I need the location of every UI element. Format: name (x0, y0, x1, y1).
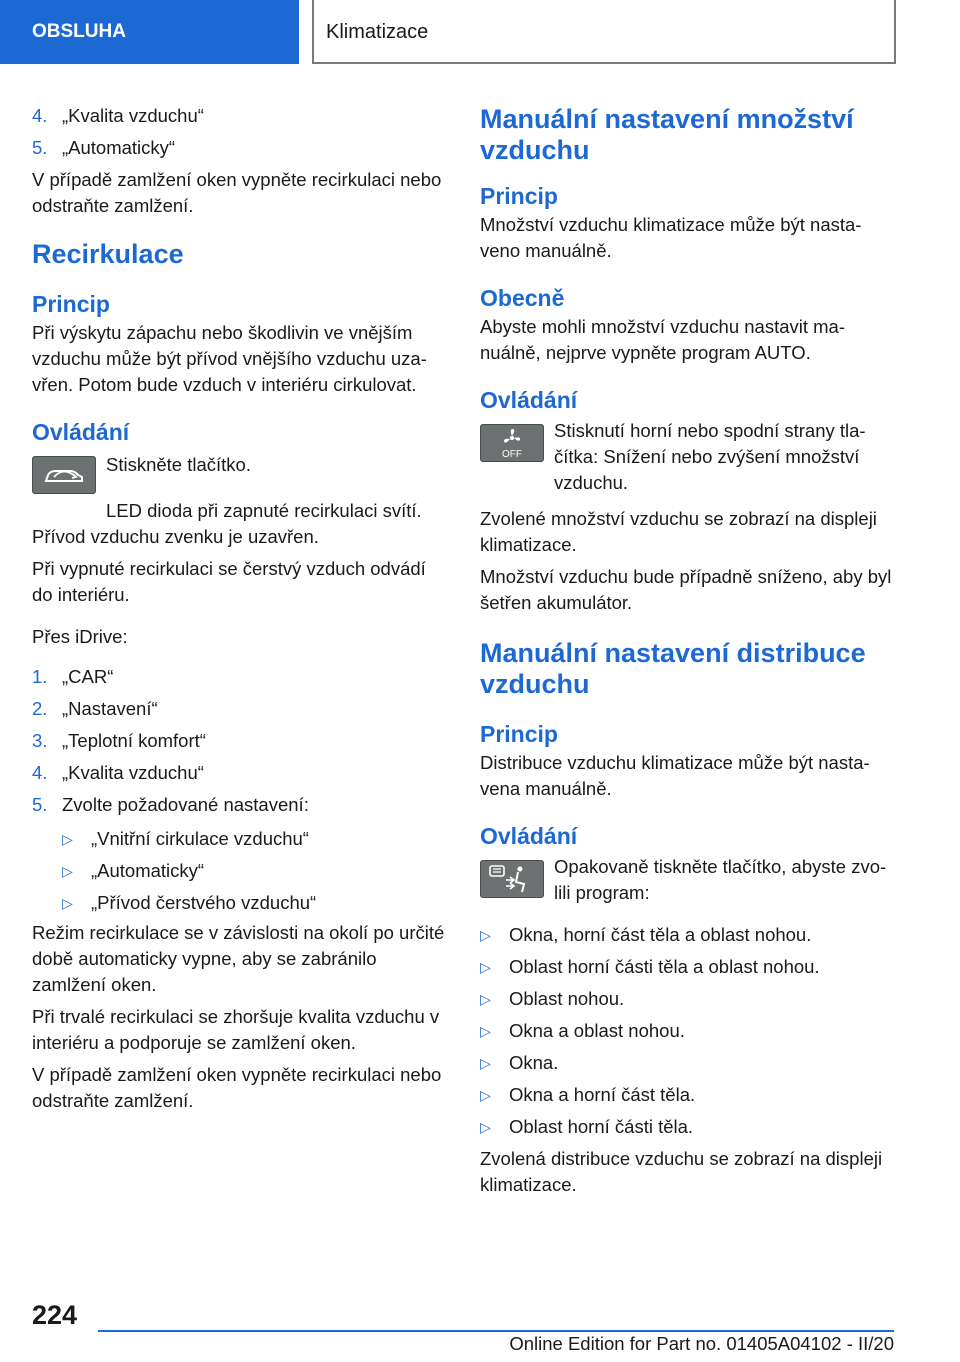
item-number: 4. (32, 762, 48, 783)
program-text: Okna, horní část těla a oblast nohou. (509, 924, 812, 945)
general-heading: Obecně (480, 285, 565, 311)
program-item (480, 1018, 896, 1044)
closed-text: Přívod vzduchu zvenku je uzavřen. (32, 526, 319, 547)
led-text: LED dioda při zapnuté recirkulaci svítí. (106, 500, 422, 521)
operation-heading: Ovládání (480, 387, 578, 413)
recirculation-button-icon (32, 456, 96, 494)
program-text: Oblast horní části těla. (509, 1116, 694, 1137)
fan-instruction: Stisknutí horní nebo spodní strany tla-čítka: Snížení nebo zvýšení množství vzduchu. (554, 420, 866, 493)
distribution-instruction: Opakovaně tiskněte tlačítko, abyste zvo-lili program: (554, 856, 887, 903)
fog-text: V případě zamlžení oken vypněte recirkulaci nebo odstraňte zamlžení. (32, 1064, 442, 1111)
principle-text: Při výskytu zápachu nebo škodlivin ve vnějším vzduchu může být přívod vnějšího vzduchu uza-vřen. Potom bude vzduch v interiéru cirkulovat. (32, 322, 427, 395)
distribution-principle-text: Distribuce vzduchu klimatizace může být nasta-vena manuálně. (480, 752, 870, 799)
display-text: Zvolené množství vzduchu se zobrazí na displeji klimatizace. (480, 508, 877, 555)
program-text: Okna. (509, 1052, 559, 1073)
fan-button-row (480, 422, 896, 496)
program-text: Okna a horní část těla. (509, 1084, 696, 1105)
list-item (32, 792, 446, 818)
list-item (32, 103, 446, 129)
option-item (62, 890, 446, 916)
principle-heading: Princip (32, 291, 110, 317)
recirc-button-row (32, 454, 446, 494)
program-item (480, 986, 896, 1012)
general-text: Abyste mohli množství vzduchu nastavit ma-nuálně, nejprve vypněte program AUTO. (480, 316, 846, 363)
distribution-heading: Manuální nastavení distribuce vzduchu (480, 638, 866, 699)
section-tab (0, 0, 299, 64)
edition-note: Online Edition for Part no. 01405A04102 - II/20 (509, 1333, 894, 1354)
program-text: Oblast horní části těla a oblast nohou. (509, 956, 820, 977)
item-text: „Nastavení“ (62, 698, 158, 719)
chapter-label: Klimatizace (326, 21, 429, 43)
item-number: 4. (32, 105, 48, 126)
option-item (62, 826, 446, 852)
program-item (480, 922, 896, 948)
right-column (480, 100, 896, 1198)
operation-heading: Ovládání (32, 419, 130, 445)
program-item (480, 1050, 896, 1076)
option-item (62, 858, 446, 884)
program-text: Okna a oblast nohou. (509, 1020, 685, 1041)
item-number: 2. (32, 698, 48, 719)
list-item (32, 728, 446, 754)
triangle-bullet-icon: ▷ (480, 927, 491, 943)
off-text: Při vypnuté recirkulaci se čerstvý vzduch odvádí do interiéru. (32, 558, 426, 605)
item-number: 5. (32, 794, 48, 815)
page-number: 224 (32, 1300, 78, 1330)
distribution-button-row (480, 858, 896, 906)
mode-text: Režim recirkulace se v závislosti na okolí po určité době automaticky vypne, aby se zabránilo zamlžení oken. (32, 922, 445, 995)
fog-note: V případě zamlžení oken vypněte recirkulaci nebo odstraňte zamlžení. (32, 169, 442, 216)
chapter-header (312, 0, 896, 64)
principle-heading: Princip (480, 721, 558, 747)
operation-heading: Ovládání (480, 823, 578, 849)
item-number: 3. (32, 730, 48, 751)
list-item (32, 696, 446, 722)
triangle-bullet-icon: ▷ (480, 959, 491, 975)
item-text: Zvolte požadované nastavení: (62, 794, 309, 815)
triangle-bullet-icon: ▷ (62, 831, 73, 847)
triangle-bullet-icon: ▷ (480, 991, 491, 1007)
battery-text: Množství vzduchu bude případně sníženo, aby byl šetřen akumulátor. (480, 566, 892, 613)
option-text: „Přívod čerstvého vzduchu“ (91, 892, 317, 913)
item-text: „CAR“ (62, 666, 114, 687)
air-distribution-button-icon (480, 860, 544, 898)
option-text: „Automaticky“ (91, 860, 205, 881)
distribution-display-text: Zvolená distribuce vzduchu se zobrazí na displeji klimatizace. (480, 1148, 883, 1195)
recirculation-heading: Recirkulace (32, 239, 184, 269)
section-label: OBSLUHA (32, 21, 126, 42)
fan-off-label: OFF (502, 449, 522, 460)
triangle-bullet-icon: ▷ (480, 1023, 491, 1039)
item-number: 5. (32, 137, 48, 158)
list-item (32, 664, 446, 690)
item-text: „Kvalita vzduchu“ (62, 105, 204, 126)
triangle-bullet-icon: ▷ (62, 863, 73, 879)
amount-principle-text: Množství vzduchu klimatizace může být nasta-veno manuálně. (480, 214, 862, 261)
program-text: Oblast nohou. (509, 988, 625, 1009)
item-text: „Kvalita vzduchu“ (62, 762, 204, 783)
list-item (32, 760, 446, 786)
list-item (32, 135, 446, 161)
item-text: „Teplotní komfort“ (62, 730, 206, 751)
triangle-bullet-icon: ▷ (480, 1087, 491, 1103)
permanent-text: Při trvalé recirkulaci se zhoršuje kvalita vzduchu v interiéru a podporuje se zamlžení oken. (32, 1006, 440, 1053)
idrive-label: Přes iDrive: (32, 626, 128, 647)
program-item (480, 1082, 896, 1108)
triangle-bullet-icon: ▷ (480, 1119, 491, 1135)
principle-heading: Princip (480, 183, 558, 209)
option-text: „Vnitřní cirkulace vzduchu“ (91, 828, 309, 849)
item-number: 1. (32, 666, 48, 687)
button-instruction: Stiskněte tlačítko. (106, 454, 251, 475)
air-amount-heading: Manuální nastavení množství vzduchu (480, 104, 854, 165)
triangle-bullet-icon: ▷ (62, 895, 73, 911)
item-text: „Automaticky“ (62, 137, 176, 158)
fan-button-icon (480, 424, 544, 462)
triangle-bullet-icon: ▷ (480, 1055, 491, 1071)
program-item (480, 954, 896, 980)
program-item (480, 1114, 896, 1140)
left-column (32, 100, 446, 1114)
